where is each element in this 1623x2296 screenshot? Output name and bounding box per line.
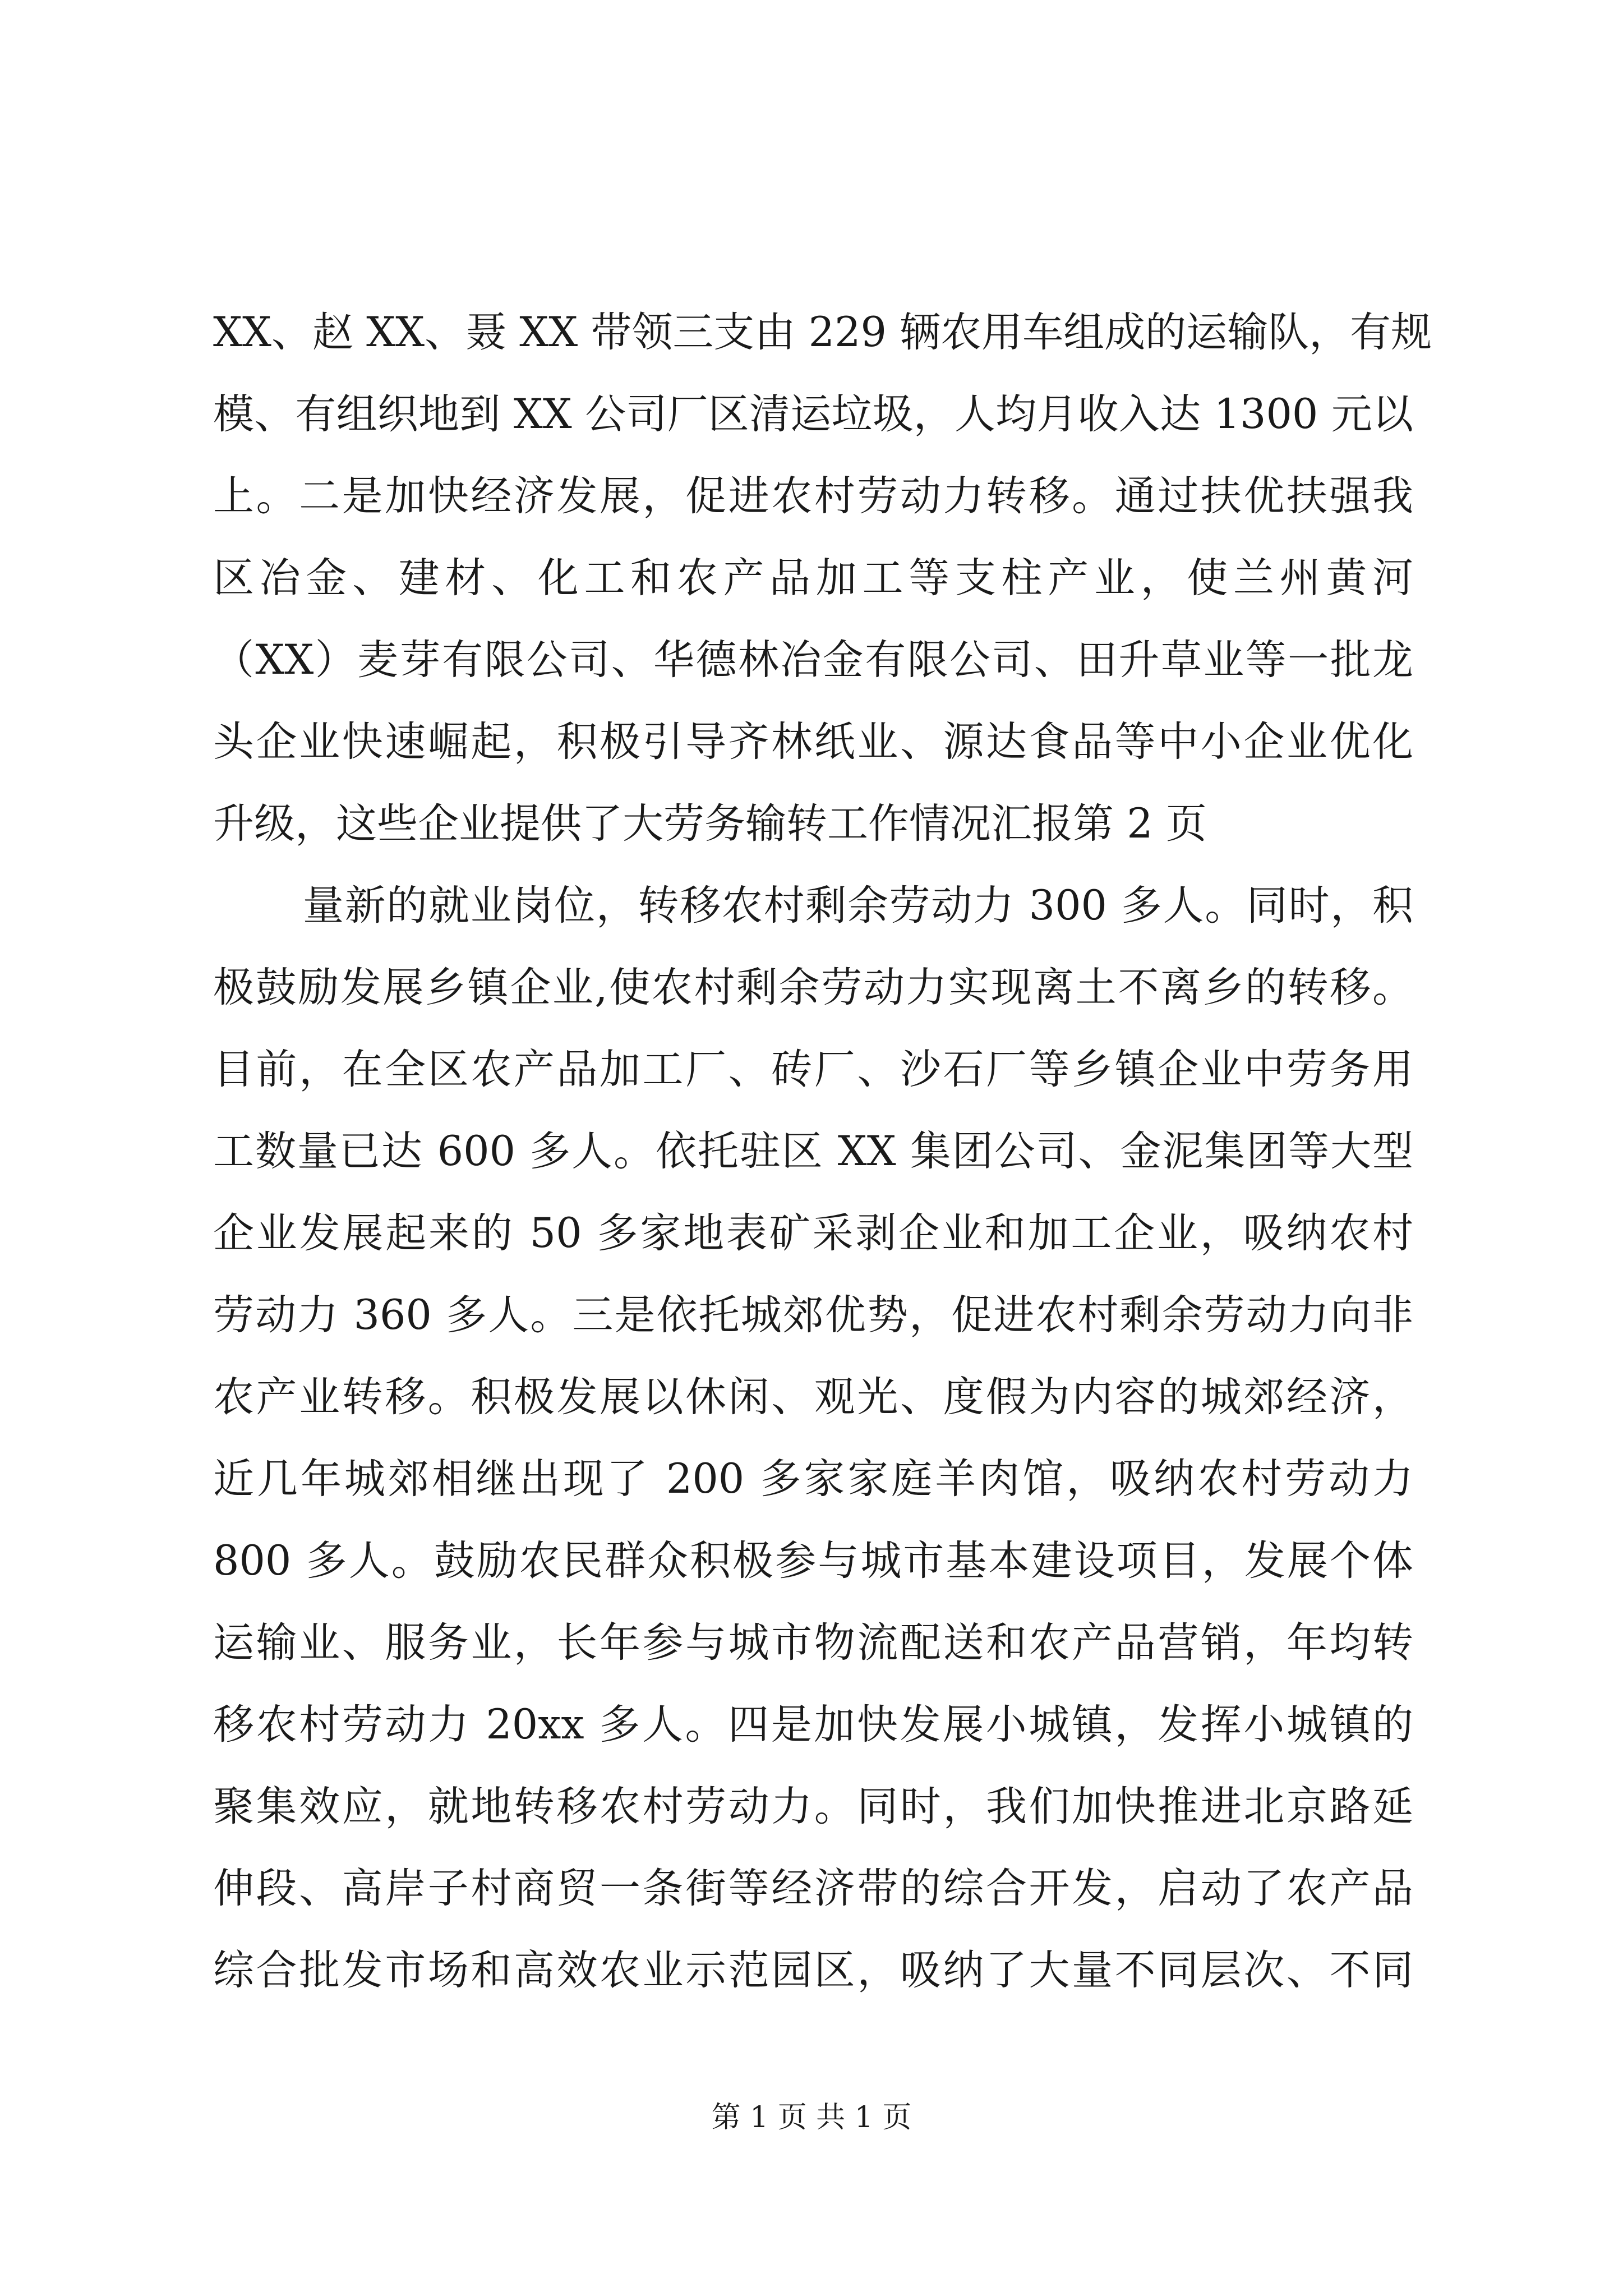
text-line: 农产业转移。积极发展以休闲、观光、度假为内容的城郊经济， [213, 1373, 1413, 1421]
text-line: 近几年城郊相继出现了 200 多家家庭羊肉馆，吸纳农村劳动力 [213, 1455, 1413, 1503]
text-line: XX、赵 XX、聂 XX 带领三支由 229 辆农用车组成的运输队，有规 [213, 309, 1432, 356]
text-line: 工数量已达 600 多人。依托驻区 XX 集团公司、金泥集团等大型 [213, 1128, 1413, 1175]
text-line: 升级，这些企业提供了大劳务输转工作情况汇报第 2 页 [213, 800, 1207, 848]
text-line: 上。二是加快经济发展，促进农村劳动力转移。通过扶优扶强我 [213, 472, 1413, 520]
text-line: 区冶金、建材、化工和农产品加工等支柱产业，使兰州黄河 [213, 554, 1413, 602]
text-line: 模、有组织地到 XX 公司厂区清运垃圾，人均月收入达 1300 元以 [213, 390, 1413, 438]
text-line: 头企业快速崛起，积极引导齐林纸业、源达食品等中小企业优化 [213, 718, 1413, 766]
text-line: 聚集效应，就地转移农村劳动力。同时，我们加快推进北京路延 [213, 1783, 1413, 1830]
text-line: 极鼓励发展乡镇企业,使农村剩余劳动力实现离土不离乡的转移。 [213, 964, 1413, 1011]
text-line: 劳动力 360 多人。三是依托城郊优势，促进农村剩余劳动力向非 [213, 1291, 1413, 1339]
text-line: 800 多人。鼓励农民群众积极参与城市基本建设项目，发展个体 [213, 1537, 1413, 1585]
text-line: 伸段、高岸子村商贸一条街等经济带的综合开发，启动了农产品 [213, 1865, 1413, 1912]
text-line: 移农村劳动力 20xx 多人。四是加快发展小城镇，发挥小城镇的 [213, 1701, 1413, 1749]
text-line: 运输业、服务业，长年参与城市物流配送和农产品营销，年均转 [213, 1619, 1413, 1667]
text-line: （XX）麦芽有限公司、华德林冶金有限公司、田升草业等一批龙 [213, 636, 1413, 684]
paragraph-first-line: 量新的就业岗位，转移农村剩余劳动力 300 多人。同时，积 [303, 882, 1413, 930]
page-footer: 第 1 页 共 1 页 [711, 2101, 912, 2134]
text-line: 综合批发市场和高效农业示范园区，吸纳了大量不同层次、不同 [213, 1947, 1413, 1994]
text-line: 企业发展起来的 50 多家地表矿采剥企业和加工企业，吸纳农村 [213, 1209, 1413, 1257]
text-line: 目前，在全区农产品加工厂、砖厂、沙石厂等乡镇企业中劳务用 [213, 1046, 1413, 1093]
body-text [213, 292, 1432, 2012]
